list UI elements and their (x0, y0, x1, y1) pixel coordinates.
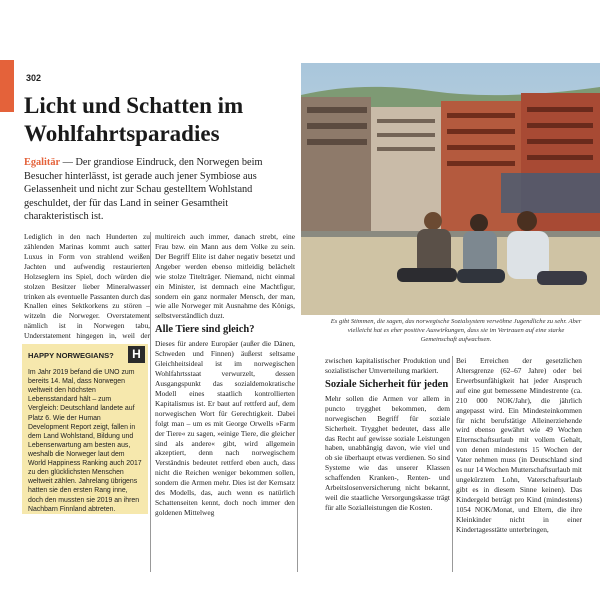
info-box-title: HAPPY NORWEGIANS? (28, 351, 114, 360)
body-paragraph: Bei Erreichen der gesetzlichen Altersgrenze (62–67 Jahre) oder bei Erwerbsunfähigkeit hat jeder Anspruch auf eine gut bemessene Mindestrente (ca. 210 000 NOK/Jahr), die jährlich angepasst wird. Ein Mindesteinkommen für nicht berufstätige Alleinerziehende wird ebenso gewährt wie 49 Wochen Elternschaftsurlaub mit vollem Gehalt, von denen mindestens 15 Wochen der Vater nehmen muss (in Deutschland sind es nur 14 Wochen Mutterschaftsurlaub mit ungekürztem Lohn, Vaterschaftsurlaub gibt es in diesem Sinne keinen). Das Kindergeld beträgt pro Kind (mindestens) 1054 NOK/Monat, und Eltern, die ihre Kleinkinder nicht in einer Kindertagesstätte unterbringen, (456, 356, 582, 534)
body-paragraph: Lediglich in den nach Hunderten zu zählenden Marinas kommt auch satter Luxus in Form von strahlend weißen Jachten und aufwendig restaurierten Holzseglern ins Spiel, doch würden die stolzen Besitzer lieber Mineralwasser trinken als eventuelle Passanten durch das Knallen eines Sektkorkens zu stören – witzeln die Norweger. Overstatement nämlich ist in Norwegen tabu, Understatement hingegen in, weil der (24, 232, 150, 340)
photo-caption: Es gibt Stimmen, die sagen, das norwegische Sozialsystem verwöhne Jugendliche zu sehr. Aber vielleicht hat es eher positive Auswirkungen, dass sie im Vertrauen auf eine starke Gemeinschaft aufwachsen. (330, 318, 582, 343)
info-box-text: Im Jahr 2019 befand die UNO zum bereits 14. Mal, dass Norwegen weltweit den höchsten Lebensstandard hält – zum Vergleich: Deutschland landete auf Platz 6. Wie der Human Development Report zeigt, fallen in dem Land Wohlstand, Bildung und Lebenserwartung am besten aus, weshalb die Norweger laut dem World Happiness Ranking auch 2017 zu den glücklichsten Menschen weltweit zählen. Jahrelang übrigens hatten sie den ersten Rang inne, doch den mussten sie 2019 an ihren Nachbarn Finnland abtreten. (28, 369, 142, 513)
lead-text: — Der grandiose Eindruck, den Norwegen beim Besucher hinterlässt, ist gerade auch jener Symbiose aus Gelassenheit und nicht zur Schau gestelltem Wohlstand geschuldet, der für das Land in seiner Gesamtheit charakteristisch ist. (24, 157, 263, 223)
text-column-4 (456, 356, 582, 574)
body-paragraph: zwischen kapitalistischer Produktion und sozialistischer Umverteilung markiert. (325, 356, 450, 375)
text-column-3 (325, 356, 450, 574)
page-number: 302 (26, 73, 42, 83)
body-paragraph: multireich auch immer, danach strebt, eine Frau bzw. ein Mann aus dem Volke zu sein. Der Begriff Elite ist daher negativ besetzt und Angeber werden ebenso mitleidig belächelt wie stolze Titelträger. Niemand, nicht einmal ein Minister, ist demnach eine Machtfigur, sondern ein ganz normaler Mensch, der man, wie alle Norweger mit Ausnahme des Königs, selbstverständlich duzt. (155, 232, 295, 321)
chapter-edge-marker (0, 60, 14, 112)
body-paragraph: Dieses für andere Europäer (außer die Dänen, Schweden und Finnen) äußerst seltsame Gleichheitsideal ist im norwegischen Wohlfahrtsstaat verwurzelt, dessen Ausgangspunkt das sozialdemokratische Modell eines staatlich kontrollierten Kapitalismus ist. Er baut auf rettferd auf, dem norwegischen Wort für Gerechtigkeit. Dabei folgt man – um es mit George Orwells »Farm der Tiere« zu sagen, »einige Tiere, die gleicher sind als andere« gibt, wird allgemein akzeptiert, denn nach norwegischem Verständnis bedeutet rettferd eben auch, dass nicht die Reichen weniger bekommen sollen, sondern die Armen mehr. Dies ist der Kernsatz des Modells, das, auch wenn es natürlich Schattenseiten kennt, doch noch immer den goldenen Mittelweg (155, 339, 295, 517)
column-divider (452, 356, 453, 572)
photo-illustration (301, 63, 600, 315)
text-column-2 (155, 232, 295, 574)
column-divider (297, 356, 298, 572)
lead-keyword: Egalitär (24, 157, 61, 168)
info-box-icon: H (128, 346, 145, 363)
article-title: Licht und Schatten im Wohlfahrtsparadies (24, 93, 244, 146)
info-box (22, 344, 148, 514)
section-heading: Alle Tiere sind gleich? (155, 324, 255, 336)
lead-paragraph (24, 156, 294, 224)
column-divider (150, 232, 151, 572)
body-paragraph: Mehr sollen die Armen vor allem in puncto trygghet bekommen, dem norwegischen Begriff für soziale Sicherheit. Trygghet bedeutet, dass alle das Recht auf gewisse soziale Leistungen haben, unabhängig davon, wie viel und ob sie überhaupt etwas verdienen. So sind Systeme wie das unserer Klassen schaffenden Kranken-, Renten- und Arbeitslosenversicherung nicht bekannt, weil die staatliche Versorgungskasse trägt für alle Sozialleistungen die Kosten. (325, 393, 450, 512)
section-heading: Soziale Sicherheit für jeden (325, 378, 449, 390)
text-column-1 (24, 232, 150, 340)
article-photo (301, 63, 600, 315)
